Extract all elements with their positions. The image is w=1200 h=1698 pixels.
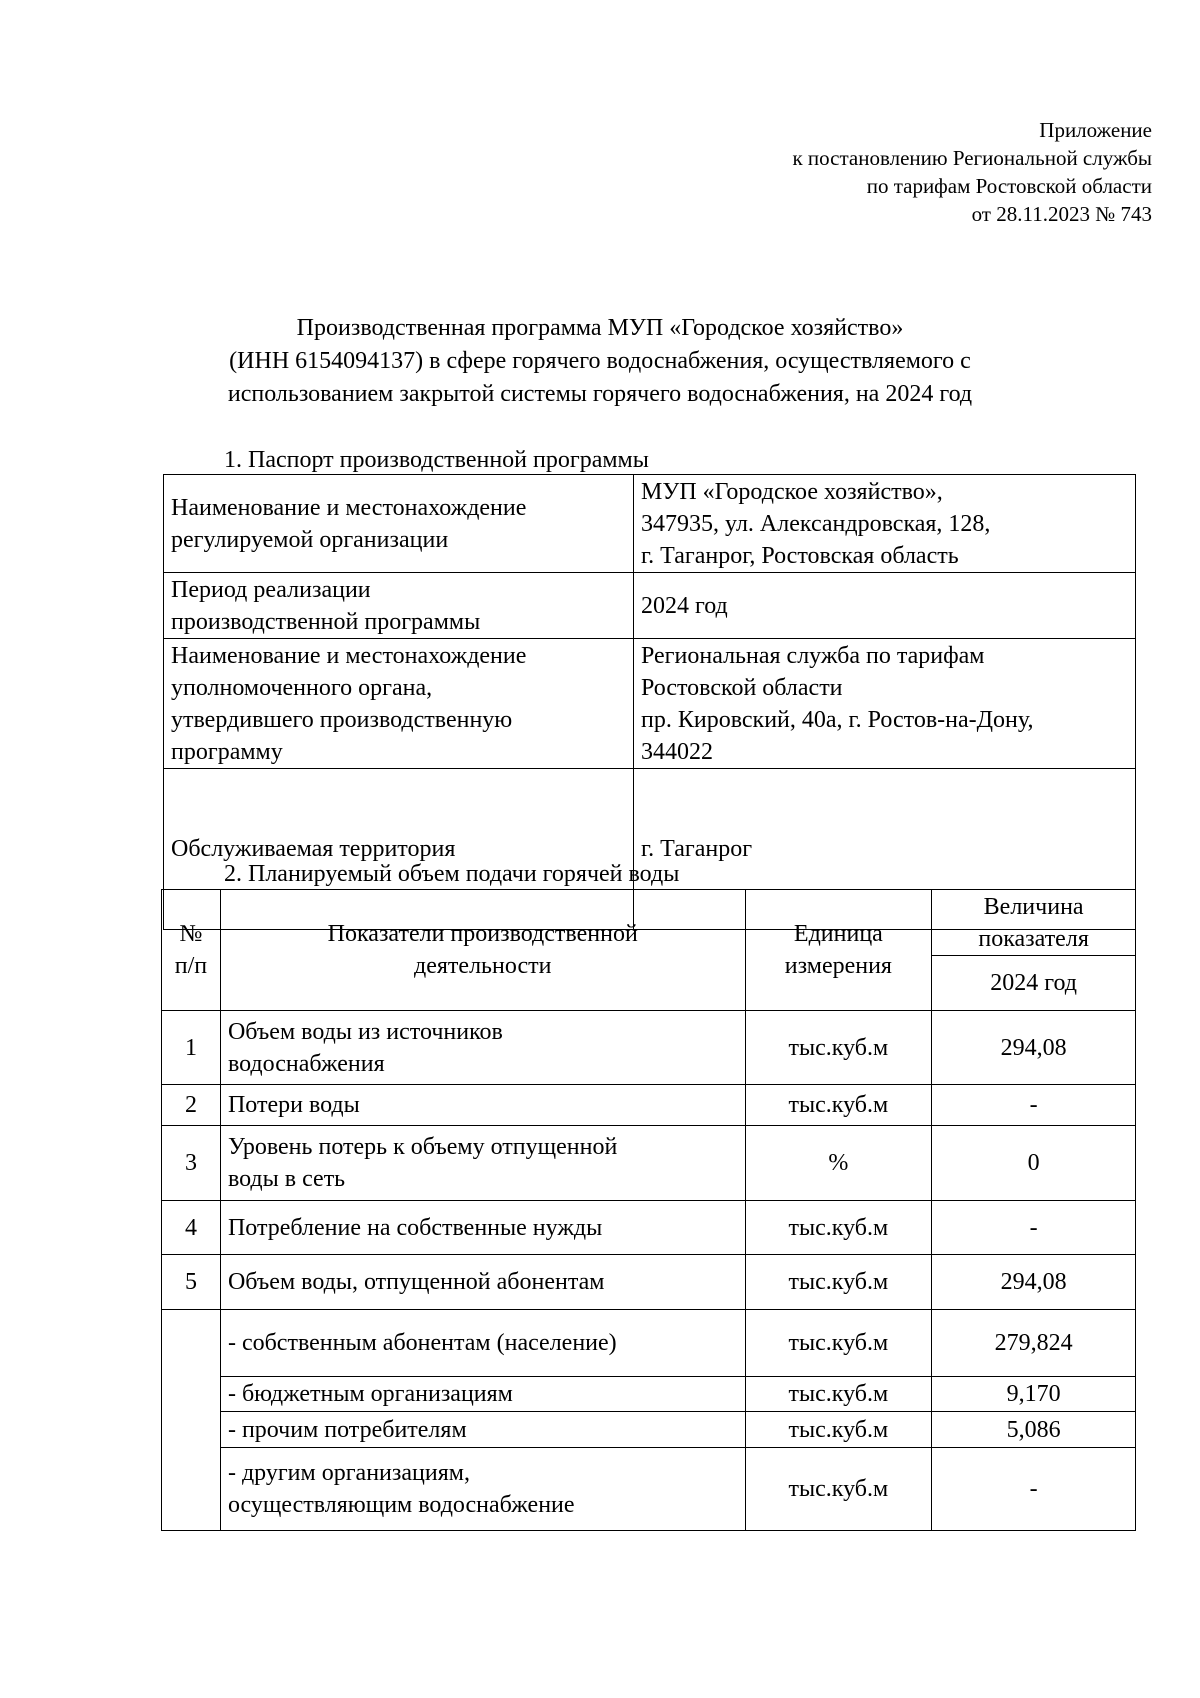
header-num: № п/п xyxy=(162,890,221,1011)
appendix-block xyxy=(592,116,1152,228)
title-line: (ИНН 6154094137) в сфере горячего водоснабжения, осуществляемого с xyxy=(229,348,971,374)
table-row xyxy=(162,1412,1136,1448)
appendix-line: к постановлению Региональной службы xyxy=(792,146,1152,170)
row-value: - xyxy=(932,1448,1136,1531)
row-unit: тыс.куб.м xyxy=(745,1310,932,1377)
row-unit: тыс.куб.м xyxy=(745,1412,932,1448)
volume-table xyxy=(161,889,1136,1531)
table-row xyxy=(164,475,1136,573)
row-name: Объем воды из источников водоснабжения xyxy=(220,1011,745,1085)
table-row xyxy=(162,1310,1136,1377)
row-unit: тыс.куб.м xyxy=(745,1201,932,1255)
header-indicator: Показатели производственной деятельности xyxy=(220,890,745,1011)
appendix-line: Приложение xyxy=(1039,118,1152,142)
title-line: Производственная программа МУП «Городское хозяйство» xyxy=(296,315,904,341)
row-name: - собственным абонентам (население) xyxy=(220,1310,745,1377)
document-title xyxy=(180,312,1020,411)
section2-heading: 2. Планируемый объем подачи горячей воды xyxy=(224,861,680,887)
table-row xyxy=(162,1201,1136,1255)
table-row xyxy=(162,1448,1136,1531)
row-num: 2 xyxy=(162,1085,221,1126)
row-value: - xyxy=(932,1085,1136,1126)
row-name: Уровень потерь к объему отпущенной воды в сеть xyxy=(220,1126,745,1201)
row-value: 9,170 xyxy=(932,1377,1136,1412)
passport-label: Период реализации производственной программы xyxy=(164,573,634,639)
row-name: - прочим потребителям xyxy=(220,1412,745,1448)
table-row xyxy=(162,1011,1136,1085)
passport-value: Региональная служба по тарифам Ростовской области пр. Кировский, 40а, г. Ростов-на-Дону, 344022 xyxy=(634,639,1136,769)
row-value: 279,824 xyxy=(932,1310,1136,1377)
table-row xyxy=(162,1126,1136,1201)
row-unit: тыс.куб.м xyxy=(745,1448,932,1531)
row-value: - xyxy=(932,1201,1136,1255)
row-num: 3 xyxy=(162,1126,221,1201)
passport-label: Обслуживаемая территория xyxy=(164,769,634,930)
title-line: использованием закрытой системы горячего водоснабжения, на 2024 год xyxy=(227,381,973,407)
row-unit: % xyxy=(745,1126,932,1201)
row-value: 294,08 xyxy=(932,1255,1136,1310)
table-row xyxy=(162,1085,1136,1126)
table-row xyxy=(162,1255,1136,1310)
row-unit: тыс.куб.м xyxy=(745,1085,932,1126)
passport-value: г. Таганрог xyxy=(634,769,1136,930)
row-name: Объем воды, отпущенной абонентам xyxy=(220,1255,745,1310)
row-name: - другим организациям, осуществляющим водоснабжение xyxy=(220,1448,745,1531)
row-name: Потребление на собственные нужды xyxy=(220,1201,745,1255)
row-num: 4 xyxy=(162,1201,221,1255)
row-num-empty xyxy=(162,1310,221,1531)
row-unit: тыс.куб.м xyxy=(745,1377,932,1412)
header-year: 2024 год xyxy=(932,956,1136,1011)
section1-heading: 1. Паспорт производственной программы xyxy=(224,447,649,473)
row-name: Потери воды xyxy=(220,1085,745,1126)
row-value: 294,08 xyxy=(932,1011,1136,1085)
table-row xyxy=(164,639,1136,769)
row-name: - бюджетным организациям xyxy=(220,1377,745,1412)
row-unit: тыс.куб.м xyxy=(745,1011,932,1085)
table-row xyxy=(162,1377,1136,1412)
row-num: 5 xyxy=(162,1255,221,1310)
passport-value: 2024 год xyxy=(634,573,1136,639)
header-value: Величина показателя xyxy=(932,890,1136,956)
table-header-row xyxy=(162,890,1136,956)
appendix-line: от 28.11.2023 № 743 xyxy=(971,202,1152,226)
passport-label: Наименование и местонахождение регулируемой организации xyxy=(164,475,634,573)
row-num: 1 xyxy=(162,1011,221,1085)
table-row xyxy=(164,573,1136,639)
appendix-line: по тарифам Ростовской области xyxy=(866,174,1152,198)
passport-value: МУП «Городское хозяйство», 347935, ул. Александровская, 128, г. Таганрог, Ростовская область xyxy=(634,475,1136,573)
header-unit: Единица измерения xyxy=(745,890,932,1011)
row-value: 5,086 xyxy=(932,1412,1136,1448)
passport-label: Наименование и местонахождение уполномоченного органа, утвердившего производственную программу xyxy=(164,639,634,769)
row-value: 0 xyxy=(932,1126,1136,1201)
row-unit: тыс.куб.м xyxy=(745,1255,932,1310)
